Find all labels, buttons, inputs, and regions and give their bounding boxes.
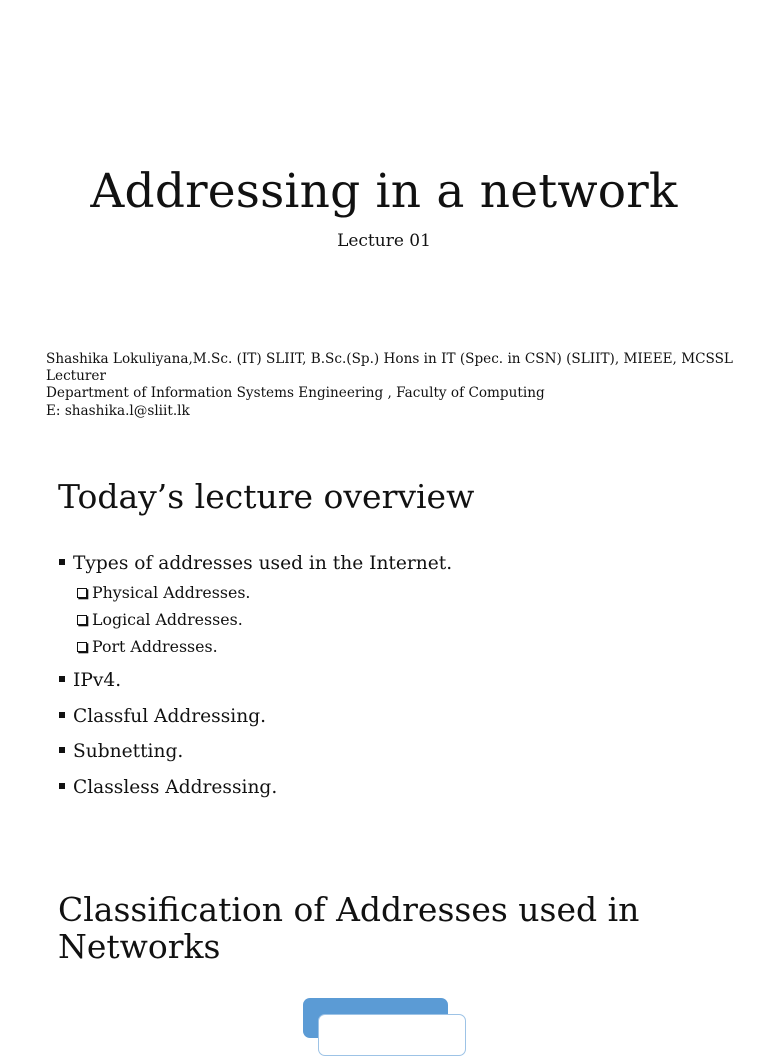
classification-heading: Classification of Addresses used in Networks: [58, 890, 640, 966]
lecture-subtitle: Lecture 01: [337, 231, 431, 251]
sub-bullet-text: Logical Addresses.: [92, 610, 243, 629]
bullet-item: [59, 740, 183, 764]
bullet-text: Types of addresses used in the Internet.: [73, 553, 453, 574]
square-bullet-icon: [59, 676, 65, 682]
bullet-item: [59, 669, 121, 693]
square-bullet-icon: [59, 747, 65, 753]
checkbox-bullet-icon: [77, 615, 87, 625]
diagram-box-overlay: [318, 1014, 466, 1056]
sub-bullet-text: Physical Addresses.: [92, 583, 251, 602]
author-block: [46, 351, 746, 420]
bullet-text: IPv4.: [73, 670, 122, 691]
bullet-item: [59, 776, 277, 800]
bullet-item: [59, 552, 452, 576]
sub-bullet-item: [77, 583, 250, 603]
sub-bullet-item: [77, 637, 218, 657]
bullet-item: [59, 705, 266, 729]
author-email: E: shashika.l@sliit.lk: [46, 402, 190, 419]
overview-heading: Today’s lecture overview: [58, 477, 475, 516]
sub-bullet-item: [77, 610, 243, 630]
sub-bullet-text: Port Addresses.: [92, 637, 218, 656]
bullet-text: Classless Addressing.: [73, 777, 278, 798]
author-department: Department of Information Systems Engineering , Faculty of Computing: [46, 385, 545, 402]
bullet-text: Classful Addressing.: [73, 706, 267, 727]
square-bullet-icon: [59, 559, 65, 565]
checkbox-bullet-icon: [77, 642, 87, 652]
checkbox-bullet-icon: [77, 588, 87, 598]
bullet-text: Subnetting.: [73, 741, 184, 762]
author-position: Lecturer: [46, 368, 106, 385]
square-bullet-icon: [59, 783, 65, 789]
author-name-line: Shashika Lokuliyana,M.Sc. (IT) SLIIT, B.Sc.(Sp.) Hons in IT (Spec. in CSN) (SLIIT), MIEEE, MCSSL: [46, 351, 733, 367]
lecture-title: Addressing in a network: [90, 164, 678, 219]
square-bullet-icon: [59, 712, 65, 718]
